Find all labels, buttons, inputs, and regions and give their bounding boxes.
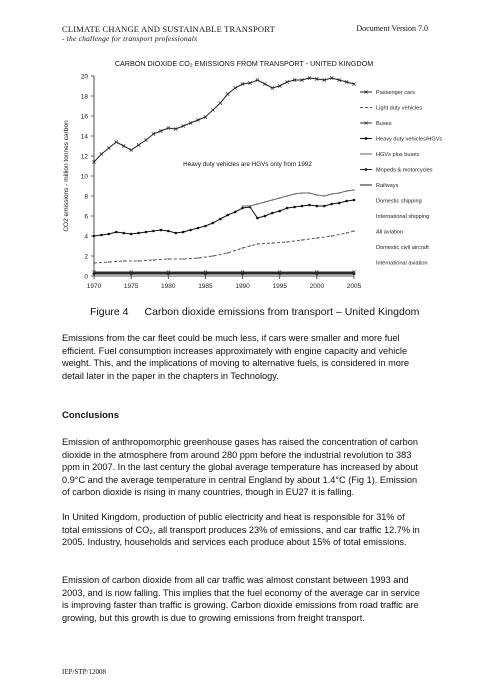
paragraph-greenhouse: Emission of anthropomorphic greenhouse gases has raised the concentration of carbon dioxide in the atmosphere from around 280 ppm before the industrial revolution to 383 ppm in 2007. In the last century the global average temperature has increased by about 0.9°C and the average temperature in central England by about 1.4°C (Fig 1). Emission of carbon dioxide is rising in many countries, though in EU27 it is falling.	[62, 437, 418, 498]
chart-x-tick-label: 1990	[235, 283, 250, 290]
chart-point	[316, 205, 319, 208]
chart-point	[353, 189, 355, 191]
chart-point	[286, 207, 289, 210]
chart-point	[264, 215, 267, 218]
paragraph-car-traffic: Emission of carbon dioxide from all car traffic was almost constant between 1993 and 2003, and is now falling. This implies that the fuel economy of the average car in service is improving faster than traffic is growing. Carbon dioxide emissions from road traffic are growing, but this growth is due to growing emissions from freight transport.	[62, 575, 420, 623]
chart-point	[130, 148, 133, 151]
chart-point	[338, 202, 341, 205]
chart-legend-label: HGVs plus buses	[376, 152, 420, 159]
chart-point	[167, 230, 170, 233]
chart-legend-marker	[365, 168, 368, 171]
emissions-chart-svg	[58, 54, 448, 294]
figure-caption-text: Carbon dioxide emissions from transport – United Kingdom	[144, 306, 420, 318]
chart-series-line-3	[94, 200, 354, 236]
chart-point	[130, 272, 132, 274]
chart-point	[278, 210, 281, 213]
chart-point	[115, 140, 118, 143]
figure-number: Figure 4	[90, 306, 129, 318]
chart-point	[100, 152, 103, 155]
chart-point	[226, 92, 229, 95]
chart-point	[345, 200, 348, 203]
chart-point	[271, 212, 274, 215]
chart-y-tick-label: 14	[80, 133, 88, 141]
chart-point	[167, 272, 169, 274]
emissions-chart	[58, 54, 448, 294]
chart-y-tick-label: 8	[84, 193, 88, 201]
chart-point	[152, 230, 155, 233]
chart-point	[279, 197, 281, 199]
chart-point	[279, 272, 281, 274]
chart-point	[212, 255, 214, 257]
chart-legend-label: Railways	[376, 183, 399, 190]
chart-y-tick-label: 16	[80, 113, 88, 121]
figure-caption	[90, 306, 419, 318]
chart-legend-label: Heavy duty vehicles/HGVs	[376, 136, 443, 143]
chart-point	[234, 211, 237, 214]
chart-x-tick-label: 1985	[198, 283, 213, 290]
chart-point	[182, 231, 185, 234]
chart-legend-label: International shipping	[376, 214, 430, 221]
chart-point	[219, 101, 222, 104]
chart-point	[226, 214, 229, 217]
chart-point	[137, 143, 140, 146]
chart-y-tick-label: 6	[84, 213, 88, 221]
chart-point	[309, 192, 311, 194]
document-title: CLIMATE CHANGE AND SUSTAINABLE TRANSPORT	[62, 24, 276, 34]
chart-point	[286, 195, 288, 197]
chart-point	[308, 204, 311, 207]
chart-point	[107, 146, 110, 149]
chart-point	[271, 199, 273, 201]
chart-point	[115, 231, 118, 234]
chart-series-line-0	[94, 78, 354, 162]
chart-point	[353, 272, 355, 274]
chart-title: CARBON DIOXIDE CO₂ EMISSIONS FROM TRANSPORT - UNITED KINGDOM	[114, 59, 374, 68]
chart-legend-label: Light duty vehicles	[376, 105, 423, 112]
chart-point	[227, 252, 229, 254]
chart-point	[249, 245, 251, 247]
chart-point	[331, 235, 333, 237]
chart-x-tick-label: 1995	[272, 283, 287, 290]
document-header	[62, 24, 275, 44]
chart-x-tick-label: 2000	[309, 283, 325, 290]
chart-point	[204, 225, 207, 228]
chart-point	[294, 193, 296, 195]
chart-point	[242, 272, 244, 274]
chart-point	[93, 262, 95, 264]
chart-y-tick-label: 0	[84, 273, 88, 281]
chart-point	[153, 259, 155, 261]
document-subtitle: - the challenge for transport professionals	[62, 34, 198, 43]
chart-x-tick-label: 1980	[161, 283, 176, 290]
paragraph-uk-emissions: In United Kingdom, production of public electricity and heat is responsible for 31% of total emissions of CO₂, all transport produces 23% of emissions, and car traffic 12.7% in 2005. Industry, households and services each produce about 15% of total emissions.	[62, 512, 420, 548]
chart-point	[256, 217, 259, 220]
chart-point	[100, 234, 103, 237]
chart-point	[316, 237, 318, 239]
chart-point	[323, 195, 325, 197]
chart-y-tick-label: 12	[80, 153, 88, 161]
chart-legend-label: Domestic civil aircraft	[376, 245, 429, 252]
chart-point	[242, 247, 244, 249]
chart-point	[108, 233, 111, 236]
chart-point	[122, 232, 125, 235]
chart-point	[93, 272, 95, 274]
chart-y-tick-label: 4	[84, 233, 88, 241]
chart-annotation: Heavy duty vehicles are HGVs only from 1992	[183, 161, 312, 168]
chart-point	[241, 207, 244, 210]
chart-legend-label: International aviation	[376, 260, 428, 267]
chart-point	[346, 190, 348, 192]
chart-point	[197, 227, 200, 230]
chart-legend-label: Passenger cars	[376, 90, 415, 97]
chart-x-tick-label: 1975	[123, 283, 139, 290]
chart-point	[316, 272, 318, 274]
chart-y-axis-label: CO2 emissions - million tonnes carbon	[63, 120, 70, 232]
chart-point	[145, 231, 148, 234]
chart-point	[286, 241, 288, 243]
chart-point	[130, 233, 133, 236]
chart-legend-label: Mopeds & motorcycles	[376, 167, 433, 174]
chart-point	[264, 201, 266, 203]
chart-y-tick-label: 20	[80, 73, 88, 81]
chart-point	[137, 232, 140, 235]
chart-point	[301, 239, 303, 241]
chart-point	[144, 138, 147, 141]
chart-point	[197, 257, 199, 259]
chart-x-tick-label: 1970	[86, 283, 102, 290]
chart-point	[316, 194, 318, 196]
chart-legend-marker	[365, 137, 368, 140]
chart-point	[242, 205, 244, 207]
chart-point	[219, 218, 222, 221]
chart-point	[331, 193, 333, 195]
chart-point	[271, 242, 273, 244]
chart-y-tick-label: 2	[84, 253, 88, 261]
chart-point	[338, 192, 340, 194]
chart-legend-label: All aviation	[376, 229, 404, 236]
paragraph-car-fleet: Emissions from the car fleet could be much less, if cars were smaller and more fuel efficient. Fuel consumption increases approximately with engine capacity and vehicle weight. This, and the implications of moving to alternative fuels, is considered in more detail later in the paper in the chapters in Technology.	[62, 333, 410, 381]
chart-legend-label: Buses	[376, 121, 392, 128]
footer-reference: IEP/STP/12008	[62, 668, 106, 676]
chart-point	[108, 261, 110, 263]
chart-point	[263, 82, 266, 85]
chart-y-tick-label: 10	[80, 173, 88, 181]
chart-series-line-1	[94, 231, 354, 263]
chart-point	[167, 258, 169, 260]
chart-point	[249, 205, 251, 207]
chart-point	[346, 232, 348, 234]
chart-point	[174, 232, 177, 235]
chart-x-tick-label: 2005	[346, 283, 362, 290]
document-version: Document Version 7.0	[356, 24, 428, 33]
chart-point	[330, 203, 333, 206]
section-heading-conclusions: Conclusions	[62, 410, 120, 421]
chart-point	[182, 258, 184, 260]
chart-point	[211, 108, 214, 111]
chart-point	[353, 230, 355, 232]
chart-point	[353, 199, 356, 202]
chart-point	[323, 205, 326, 208]
chart-point	[122, 144, 125, 147]
chart-point	[293, 206, 296, 209]
chart-point	[257, 203, 259, 205]
chart-point	[189, 229, 192, 232]
chart-point	[257, 243, 259, 245]
chart-point	[301, 205, 304, 208]
chart-point	[212, 222, 215, 225]
chart-legend-label: Domestic shipping	[376, 198, 422, 205]
chart-point	[160, 229, 163, 232]
chart-point	[234, 86, 237, 89]
chart-point	[205, 272, 207, 274]
chart-y-tick-label: 18	[80, 93, 88, 101]
chart-point	[123, 260, 125, 262]
chart-point	[301, 192, 303, 194]
chart-point	[93, 235, 96, 238]
chart-point	[138, 260, 140, 262]
